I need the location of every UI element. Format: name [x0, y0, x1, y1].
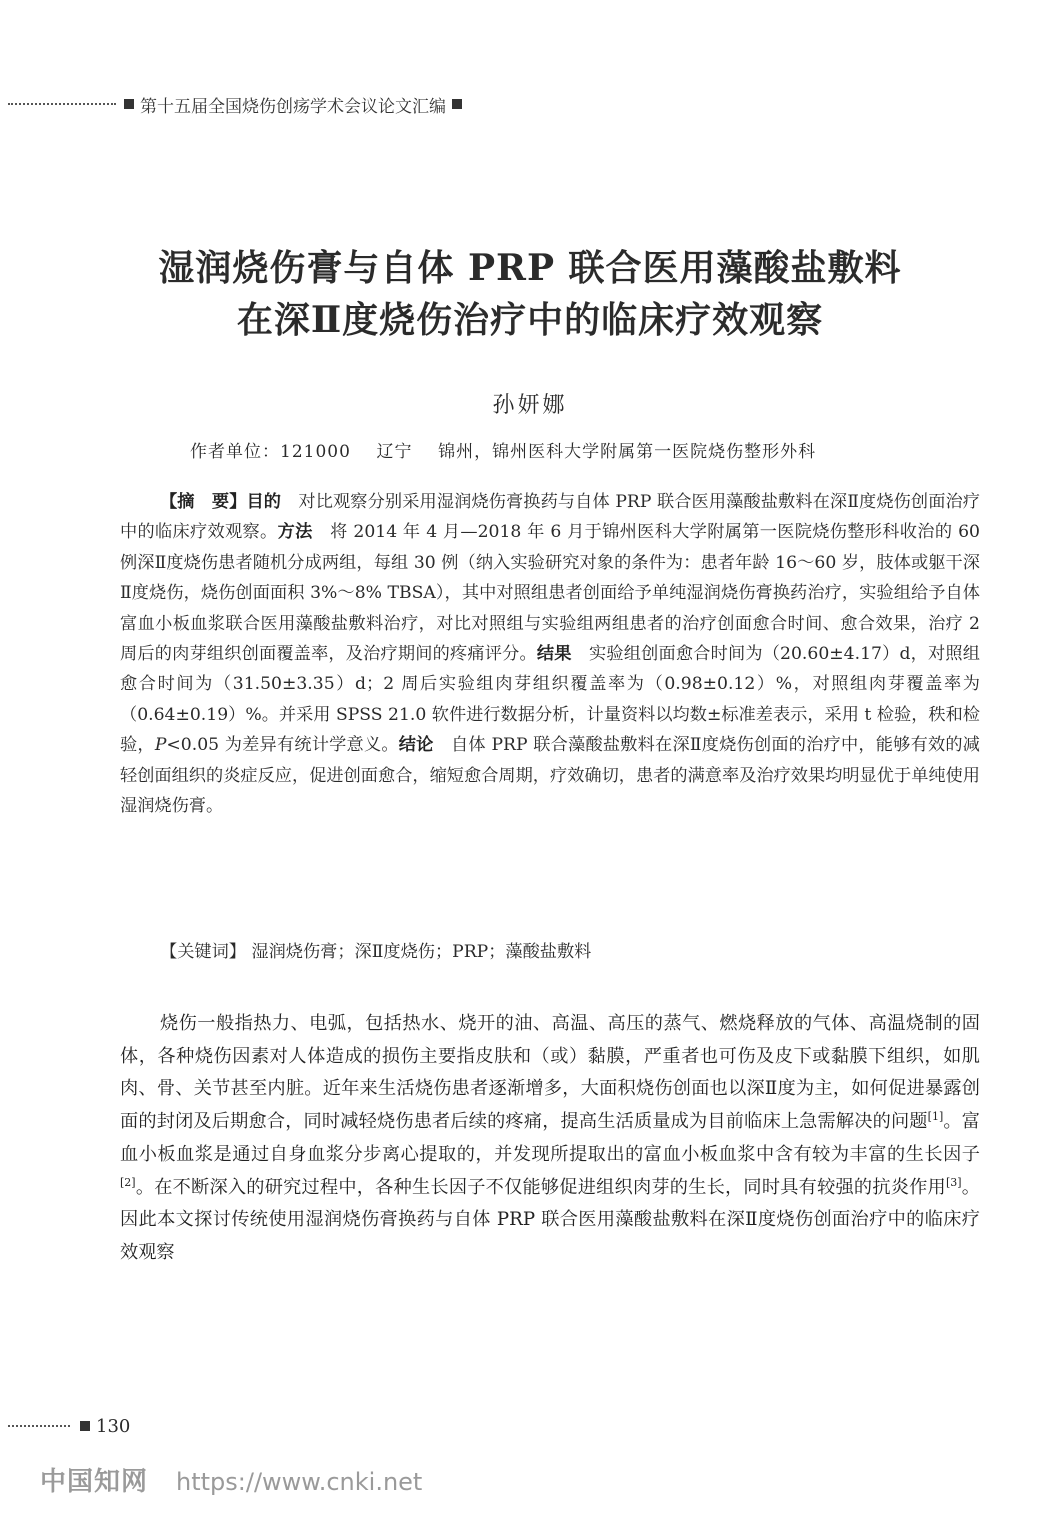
conclusion-label: 结论: [398, 735, 434, 756]
square-bullet-icon: [124, 99, 134, 109]
square-bullet-icon: [452, 99, 462, 109]
body-paragraph: 。富血小板血浆是通过自身血浆分步离心提取的，并发现所提取出的富血小板血浆中含有较为丰富的生长因子: [120, 1111, 980, 1165]
cnki-logo: 中国知网: [40, 1467, 149, 1497]
author-name: 孙妍娜: [492, 393, 568, 418]
page-number: 130: [96, 1415, 131, 1437]
body-paragraph: 。在不断深入的研究过程中，各种生长因子不仅能够促进组织肉芽的生长，同时具有较强的抗炎作用: [135, 1176, 946, 1198]
dotted-rule: [8, 103, 116, 105]
result-label: 结果: [536, 644, 572, 665]
abstract-label: 【摘 要】: [160, 492, 247, 512]
watermark-url[interactable]: https://www.cnki.net: [176, 1468, 423, 1496]
paper-title-line-1: 湿润烧伤膏与自体 PRP 联合医用藻酸盐敷料: [158, 247, 902, 289]
body-paragraph: 烧伤一般指热力、电弧，包括热水、烧开的油、高温、高压的蒸气、燃烧释放的气体、高温烧制的固体，各种烧伤因素对人体造成的损伤主要指皮肤和（或）黏膜，严重者也可伤及皮下或黏膜下组织，如肌肉、骨、关节甚至内脏。近年来生活烧伤患者逐渐增多，大面积烧伤创面也以深Ⅱ度为主，如何促进暴露创面的封闭及后期愈合，同时减轻烧伤患者后续的疼痛，提高生活质量成为目前临床上急需解决的问题: [120, 1013, 980, 1133]
conclusion-text: 自体 PRP 联合藻酸盐敷料在深Ⅱ度烧伤创面的治疗中，能够有效的减轻创面组织的炎症反应，促进创面愈合，缩短愈合周期，疗效确切，患者的满意率及治疗效果均明显优于单纯使用湿润烧伤膏。: [120, 735, 980, 817]
method-text: 将 2014 年 4 月—2018 年 6 月于锦州医科大学附属第一医院烧伤整形科收治的 60 例深Ⅱ度烧伤患者随机分成两组，每组 30 例（纳入实验研究对象的条件为：患者年龄 16～60 岁，肢体或躯干深Ⅱ度烧伤，烧伤创面面积 3%～8% TBSA），其中对照组患者创面给予单纯湿润烧伤膏换药治疗，实验组给予自体富血小板血浆联合医用藻酸盐敷料治疗，对比对照组与实验组两组患者的治疗创面愈合时间、愈合效果，治疗 2 周后的肉芽组织创面覆盖率，及治疗期间的疼痛评分。: [120, 522, 980, 665]
paper-title-line-2: 在深Ⅱ度烧伤治疗中的临床疗效观察: [236, 299, 824, 341]
square-bullet-icon: [80, 1421, 90, 1431]
keywords-text: 湿润烧伤膏；深Ⅱ度烧伤；PRP；藻酸盐敷料: [251, 942, 592, 962]
watermark: [40, 1461, 422, 1498]
header-text: 第十五届全国烧伤创疡学术会议论文汇编: [140, 96, 446, 117]
body-text: [120, 1008, 980, 1270]
method-label: 方法: [277, 522, 313, 543]
citation-ref: [1]: [927, 1110, 944, 1124]
purpose-text: 对比观察分别采用湿润烧伤膏换药与自体 PRP 联合医用藻酸盐敷料在深Ⅱ度烧伤创面治疗中的临床疗效观察。: [120, 492, 980, 543]
dotted-rule: [8, 1425, 70, 1427]
page-footer: [8, 1414, 130, 1438]
result-text: 实验组创面愈合时间为（20.60±4.17）d，对照组愈合时间为（31.50±3.35）d；2 周后实验组肉芽组织覆盖率为（0.98±0.12）%，对照组肉芽覆盖率为（0.64±0.19）%。并采用 SPSS 21.0 软件进行数据分析，计量资料以均数±标准差表示，采用 t 检验，秩和检验，: [120, 644, 980, 756]
p-value-symbol: P: [154, 735, 167, 756]
running-header: [8, 92, 608, 116]
citation-ref: [3]: [945, 1175, 962, 1189]
abstract: [120, 487, 980, 821]
author-affiliation: 作者单位：121000 辽宁 锦州，锦州医科大学附属第一医院烧伤整形外科: [190, 442, 817, 462]
keywords-label: 【关键词】: [160, 942, 246, 962]
purpose-label: 目的: [246, 492, 282, 512]
result-text-end: <0.05 为差异有统计学意义。: [166, 735, 399, 756]
body-paragraph: 。因此本文探讨传统使用湿润烧伤膏换药与自体 PRP 联合医用藻酸盐敷料在深Ⅱ度烧伤创面治疗中的临床疗效观察: [120, 1176, 980, 1263]
keywords: [160, 937, 591, 962]
citation-ref: [2]: [120, 1175, 136, 1189]
